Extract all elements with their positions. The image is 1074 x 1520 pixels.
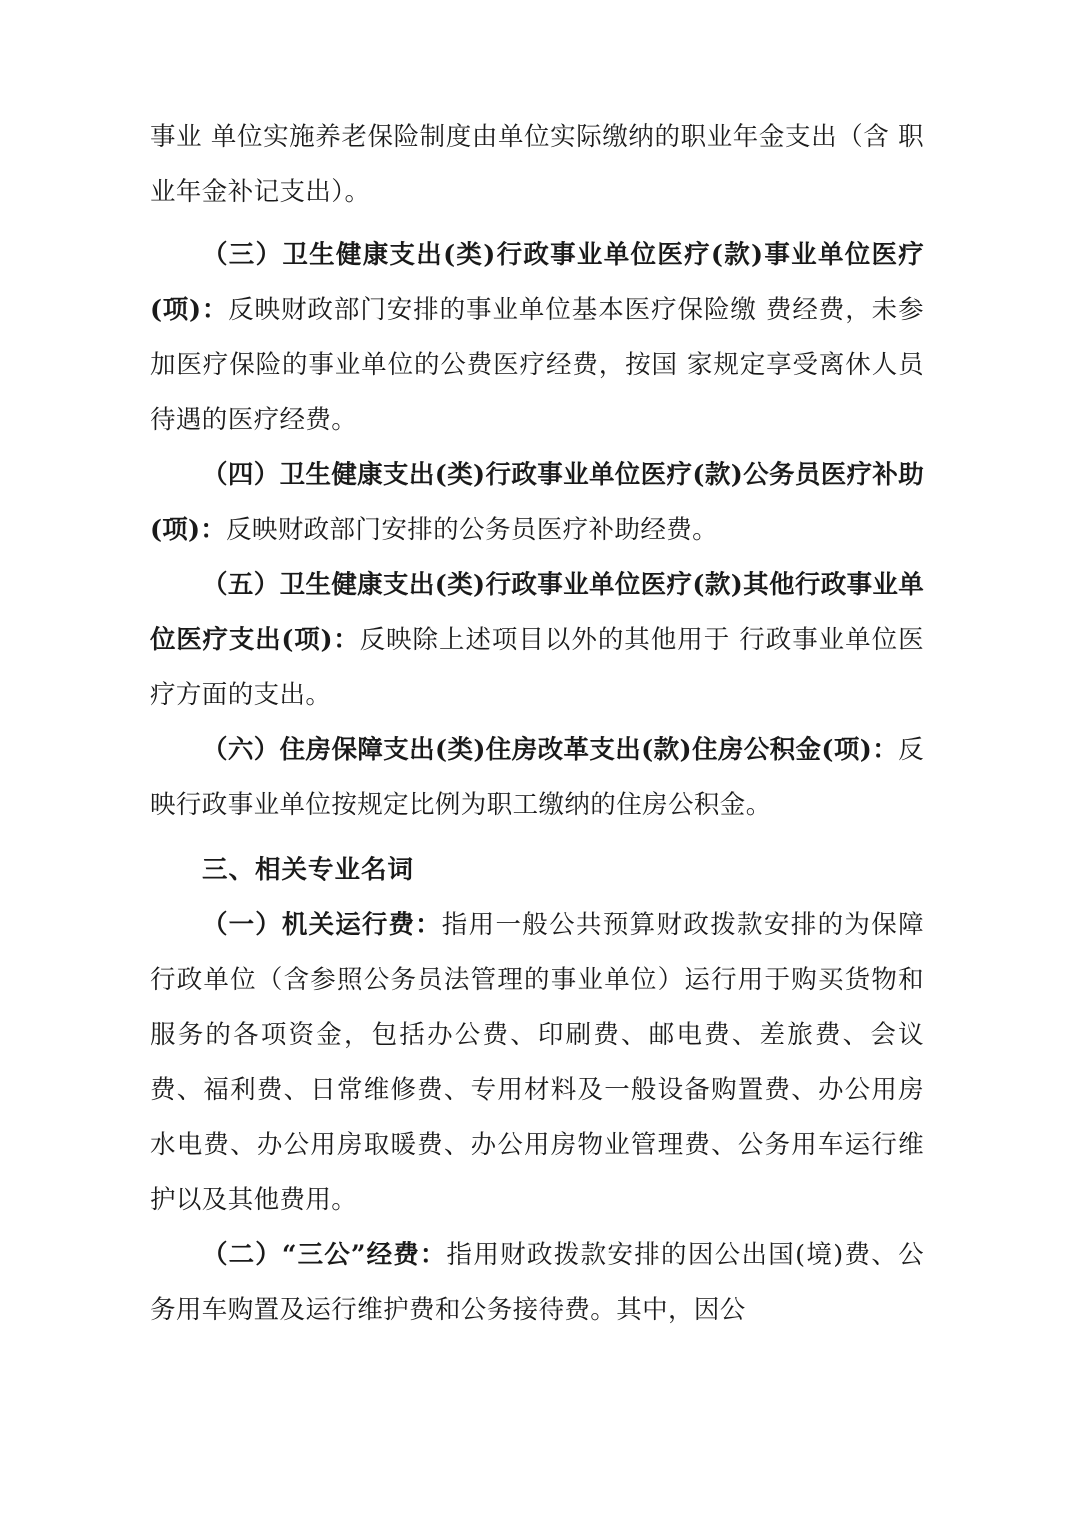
term-2-lead: （二）“三公”经费： <box>202 1240 447 1270</box>
section-heading: 三、相关专业名词 <box>202 855 415 885</box>
budget-item-3-text: 反映财政部门安排的事业单位基本医疗保险缴 费经费，未参加医疗保险的事业单位的公费医疗经费，按国 家规定享受离休人员待遇的医疗经费。 <box>150 295 924 435</box>
budget-item-4-text: 反映财政部门安排的公务员医疗补助经费。 <box>225 515 719 545</box>
term-1-text: 指用一般公共预算财政拨款安排的为保障行政单位（含参照公务员法管理的事业单位）运行用于购买货物和服务的各项资金，包括办公费、印刷费、邮电费、差旅费、会议费、福利费、日常维修费、专用材料及一般设备购置费、办公用房水电费、办公用房取暖费、办公用房物业管理费、公务用车运行维护以及其他费用。 <box>150 910 924 1215</box>
budget-item-6-text: 反映行政事业单位按规定比例为职工缴纳的住房公积金。 <box>150 735 924 820</box>
budget-item-3 <box>150 228 924 448</box>
budget-item-5-text: 反映除上述项目以外的其他用于 行政事业单位医疗方面的支出。 <box>150 625 924 710</box>
budget-item-4 <box>150 448 924 558</box>
budget-item-3-lead: （三）卫生健康支出(类)行政事业单位医疗(款)事业单位医疗(项)： <box>150 240 924 325</box>
continued-paragraph: 事业 单位实施养老保险制度由单位实际缴纳的职业年金支出（含 职业年金补记支出）。 <box>150 122 924 207</box>
term-1 <box>150 898 924 1228</box>
budget-item-4-lead: （四）卫生健康支出(类)行政事业单位医疗(款)公务员医疗补助(项)： <box>150 460 924 545</box>
term-1-lead: （一）机关运行费： <box>202 910 442 940</box>
budget-item-6 <box>150 723 924 833</box>
budget-item-5-lead: （五）卫生健康支出(类)行政事业单位医疗(款)其他行政事业单位医疗支出(项)： <box>150 570 924 655</box>
budget-item-5 <box>150 558 924 723</box>
term-2-text: 指用财政拨款安排的因公出国(境)费、公务用车购置及运行维护费和公务接待费。其中，因公 <box>150 1240 924 1325</box>
term-2 <box>150 1228 924 1338</box>
budget-item-6-lead: （六）住房保障支出(类)住房改革支出(款)住房公积金(项)： <box>202 735 899 765</box>
spacer <box>150 220 924 228</box>
